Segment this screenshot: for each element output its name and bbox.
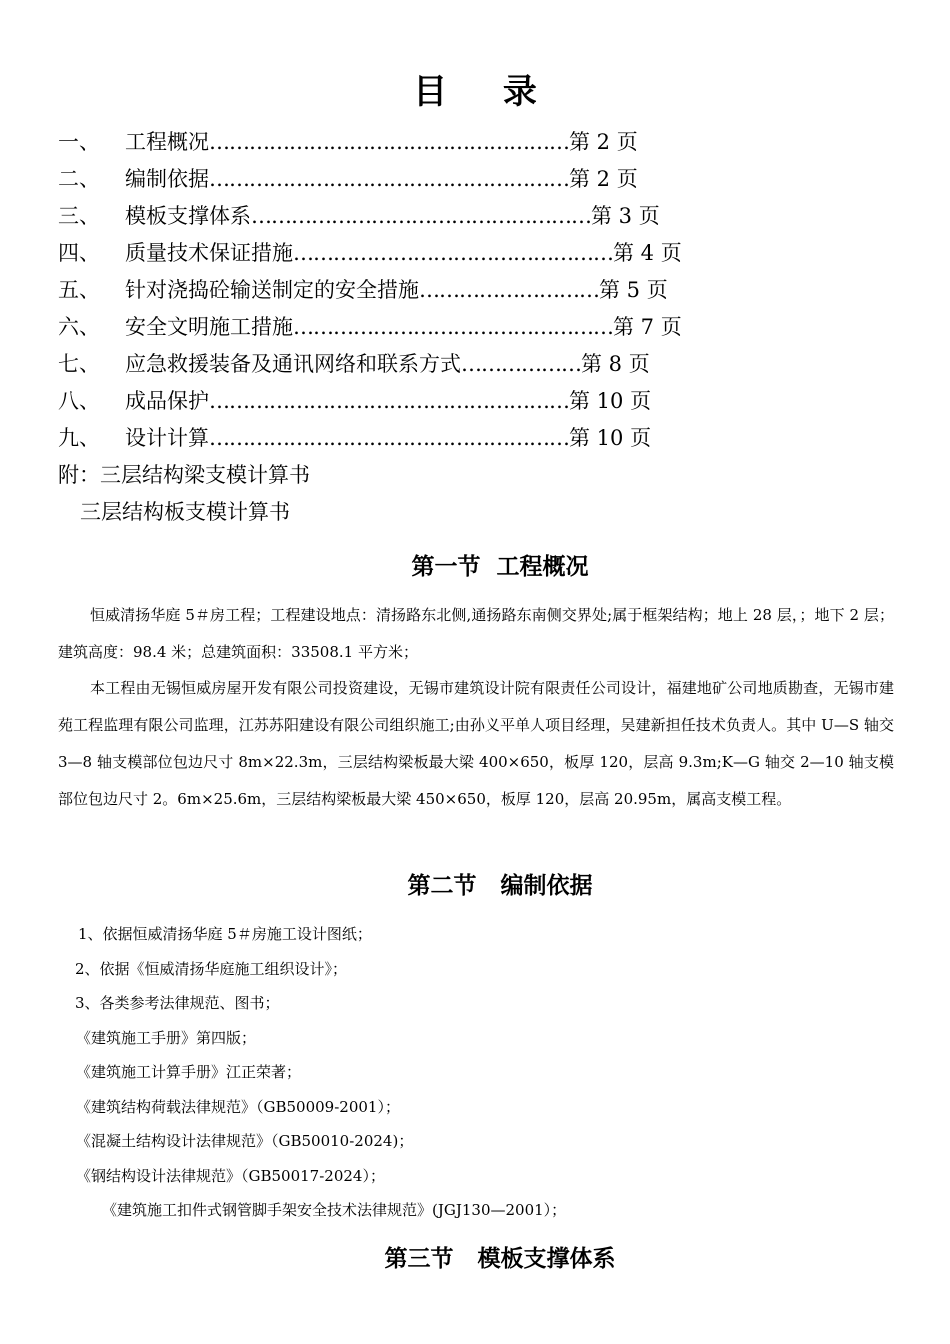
- list-item: 1、依据恒威清扬华庭 5＃房施工设计图纸；: [78, 925, 372, 943]
- list-item: 《建筑施工计算手册》江正荣著；: [76, 1063, 302, 1081]
- toc-entry-label: 编制依据: [125, 167, 209, 191]
- toc-entry-page: 第 8 页: [581, 352, 650, 376]
- toc-title: 目 录: [413, 72, 559, 112]
- list-item: 3、各类参考法律规范、图书；: [75, 994, 280, 1012]
- toc-entry: [58, 346, 698, 383]
- toc-entry-page: 第 4 页: [613, 241, 682, 265]
- toc-appendix: 附：三层结构梁支模计算书: [58, 463, 310, 487]
- section-2-heading: 第二节 编制依据: [407, 872, 593, 899]
- section-3-heading: 第三节 模板支撑体系: [384, 1245, 616, 1272]
- toc-entry-page: 第 10 页: [569, 426, 652, 450]
- toc-entry-leader: …………………………………………: [293, 241, 613, 265]
- toc-entry-leader: …………………………………………: [293, 315, 613, 339]
- toc-entry-number: 二、: [58, 167, 100, 191]
- toc-entry-page: 第 3 页: [591, 204, 660, 228]
- toc-entry-leader: ………………………: [419, 278, 599, 302]
- section-1-paragraph-1: [58, 597, 894, 671]
- toc-entry-label: 安全文明施工措施: [125, 315, 293, 339]
- toc-entry-page: 第 2 页: [569, 167, 638, 191]
- toc-appendix-2: 三层结构板支模计算书: [80, 500, 290, 524]
- toc-entry-label: 成品保护: [125, 389, 209, 413]
- toc-entry-label: 工程概况: [125, 130, 209, 154]
- toc-entry-number: 八、: [58, 389, 100, 413]
- toc-entry-number: 三、: [58, 204, 100, 228]
- toc-entry-page: 第 5 页: [599, 278, 668, 302]
- toc-entry-leader: ……………………………………………: [251, 204, 591, 228]
- toc-entry: [58, 383, 698, 420]
- list-item: 《建筑施工手册》第四版；: [76, 1028, 257, 1047]
- toc-entry: [58, 235, 698, 272]
- toc-entry: [58, 420, 698, 457]
- toc-entry-number: 九、: [58, 426, 100, 450]
- toc-entry-number: 七、: [58, 352, 100, 376]
- list-item: 2、依据《恒威清扬华庭施工组织设计》；: [75, 959, 348, 978]
- toc-entry: [58, 124, 698, 161]
- toc-entry-leader: ………………………………………………: [209, 130, 569, 154]
- toc-entry: [58, 272, 698, 309]
- toc-entry-leader: ………………………………………………: [209, 167, 569, 191]
- toc-entry-leader: ………………: [461, 352, 581, 376]
- toc-entry-number: 一、: [58, 130, 100, 154]
- paragraph-text: 本工程由无锡恒威房屋开发有限公司投资建设，无锡市建筑设计院有限责任公司设计，福建地矿公司地质勘查，无锡市建苑工程监理有限公司监理，江苏苏阳建设有限公司组织施工;由孙义平单人项目经理，吴建新担任技术负责人。其中 U—S 轴交 3—8 轴支模部位包边尺寸 8m×22.3m，三层结构梁板最大梁 400×650，板厚 120，层高 9.3m;K—G 轴交 2—10 轴支模部位包边尺寸 2。6m×25.6m，三层结构梁板最大梁 450×650，板厚 120，层高 20.95m，属高支模工程。: [58, 679, 894, 808]
- toc-entry: [58, 161, 698, 198]
- section-1-paragraph-2: [58, 670, 894, 818]
- toc-entry: [58, 198, 698, 235]
- list-item: 《建筑结构荷载法律规范》（GB50009-2001）；: [76, 1097, 400, 1116]
- section-1-heading: 第一节 工程概况: [411, 553, 589, 580]
- toc-entry-number: 五、: [58, 278, 100, 302]
- table-of-contents: [58, 124, 698, 531]
- toc-entry-number: 四、: [58, 241, 100, 265]
- toc-entry: [58, 309, 698, 346]
- basis-list: [58, 917, 894, 1228]
- toc-entry-number: 六、: [58, 315, 100, 339]
- toc-entry-label: 设计计算: [125, 426, 209, 450]
- toc-entry-page: 第 7 页: [613, 315, 682, 339]
- toc-entry-label: 针对浇捣砼输送制定的安全措施: [125, 278, 419, 302]
- list-item: 《混凝土结构设计法律规范》（GB50010-2024)；: [76, 1132, 414, 1150]
- toc-entry-label: 应急救援装备及通讯网络和联系方式: [125, 352, 461, 376]
- list-item: 《建筑施工扣件式钢管脚手架安全技术法律规范》(JGJ130—2001）；: [102, 1201, 567, 1219]
- toc-entry-leader: ………………………………………………: [209, 389, 569, 413]
- list-item: 《钢结构设计法律规范》（GB50017-2024）；: [76, 1166, 385, 1185]
- toc-entry-label: 质量技术保证措施: [125, 241, 293, 265]
- toc-entry-leader: ………………………………………………: [209, 426, 569, 450]
- paragraph-text: 恒威清扬华庭 5＃房工程；工程建设地点：清扬路东北侧,通扬路东南侧交界处;属于框架结构；地上 28 层，；地下 2 层；建筑高度：98.4 米；总建筑面积：33508.1 平方米；: [58, 606, 894, 661]
- toc-entry-page: 第 2 页: [569, 130, 638, 154]
- toc-entry-page: 第 10 页: [569, 389, 652, 413]
- toc-entry-label: 模板支撑体系: [125, 204, 251, 228]
